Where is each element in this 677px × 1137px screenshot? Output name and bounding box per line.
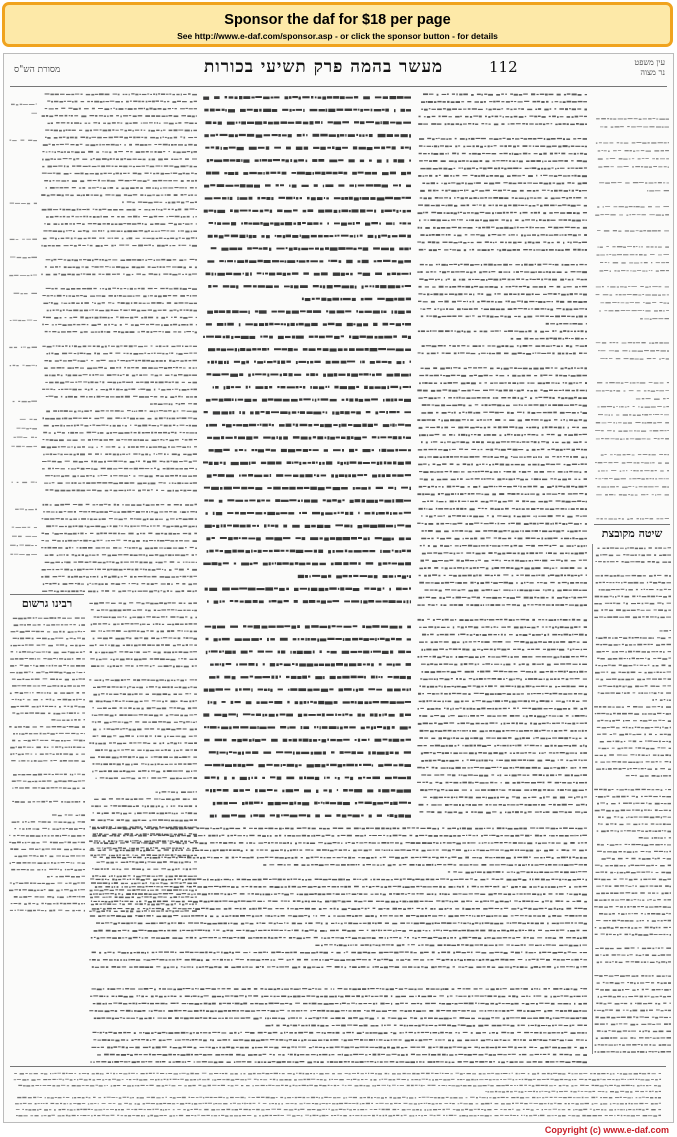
left-title-rule	[10, 594, 84, 595]
footnote-rule	[10, 1066, 666, 1067]
copyright-link[interactable]: Copyright (c) www.e-daf.com	[544, 1125, 669, 1135]
right-commentary-bottom-lines	[593, 544, 672, 1054]
talmud-page-image	[3, 53, 674, 1123]
margin-notes-right-lines	[594, 90, 670, 522]
sponsor-banner[interactable]	[2, 2, 673, 47]
left-header-ref: מסורת הש"ס	[14, 65, 61, 75]
left-commentary-title: רבינו גרשום	[21, 597, 73, 610]
margin-notes-right	[594, 90, 670, 522]
page-header	[4, 54, 673, 84]
header-rule	[10, 86, 667, 87]
gemara-main-text-lines	[202, 90, 412, 820]
sponsor-title[interactable]: Sponsor the daf for $18 per page	[224, 12, 451, 28]
left-commentary-top-lines	[40, 90, 198, 595]
rashi-commentary-lines	[416, 90, 588, 820]
gemara-main-text	[202, 90, 412, 820]
left-commentary-bottom-lines	[8, 614, 86, 919]
right-header-ref-2: נר מצוה	[640, 68, 665, 77]
right-header-ref-1: עין משפט	[634, 58, 665, 67]
bottom-commentary	[88, 824, 588, 1064]
footnotes	[12, 1070, 662, 1118]
left-commentary-top	[40, 90, 198, 595]
rashi-commentary	[416, 90, 588, 820]
right-header-ref	[634, 58, 665, 78]
page-number: 112	[489, 58, 518, 76]
sponsor-subtitle: See http://www.e-daf.com/sponsor.asp - or click the sponsor button - for details	[177, 31, 498, 41]
right-commentary-title: שיטה מקובצת	[601, 527, 663, 540]
left-commentary-bottom	[8, 614, 86, 919]
page-title: מעשר בהמה פרק תשיעי בכורות	[204, 57, 444, 77]
footnotes-lines	[12, 1070, 662, 1118]
right-title-rule	[594, 524, 670, 525]
margin-notes-left-lines	[8, 90, 38, 560]
margin-notes-left	[8, 90, 38, 560]
bottom-commentary-lines	[88, 824, 588, 1064]
right-commentary-bottom	[592, 544, 672, 1054]
